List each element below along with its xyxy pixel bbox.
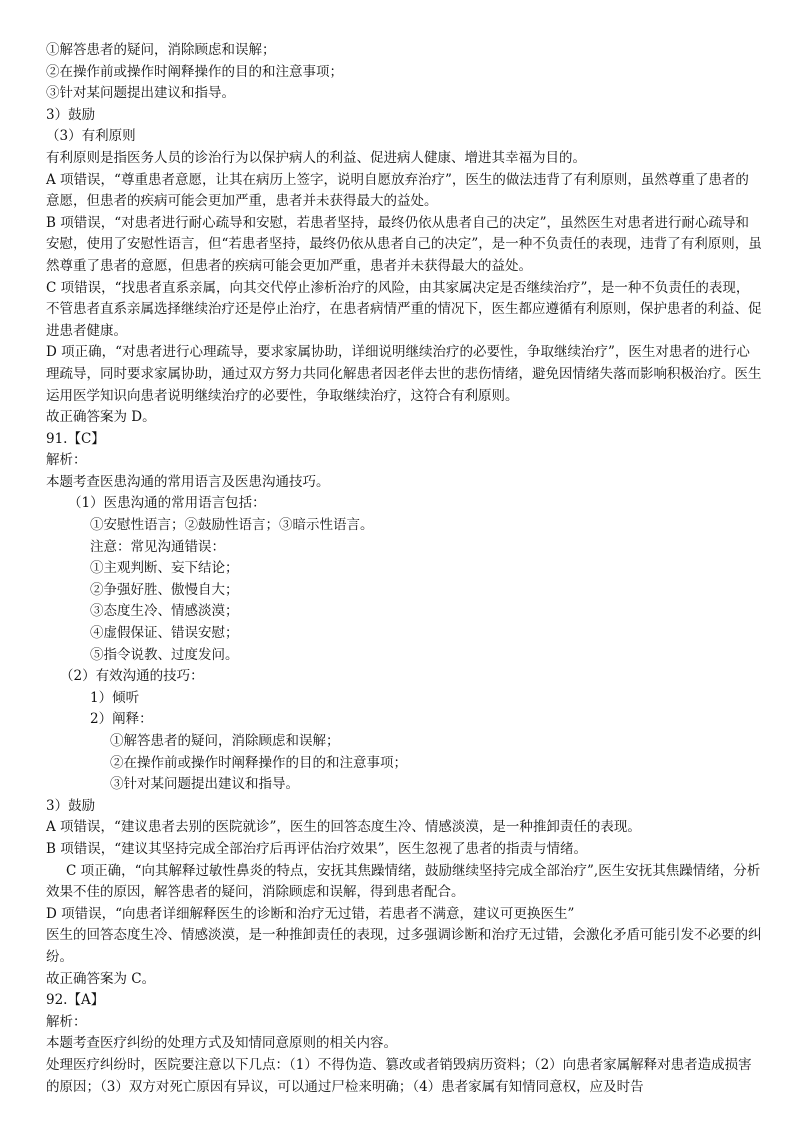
text-line: 注意：常见沟通错误： xyxy=(90,538,225,555)
text-line: ②在操作前或操作时阐释操作的目的和注意事项； xyxy=(46,63,343,80)
list-item: ②在操作前或操作时阐释操作的目的和注意事项； xyxy=(110,754,407,771)
option-b-paragraph: B 项错误，“对患者进行耐心疏导和安慰，若患者坚持，最终仍依从患者自己的决定”，虽然医生对患者进行耐心疏导和安慰，使用了安慰性语言，但“若患者坚持，最终仍依从患者自己的决定”，是一种不负责任的表现，违背了有利原则，虽然尊重了患者的意愿，但患者的疾病可能会更加严重，患者并未获得最大的益处。 xyxy=(46,214,762,274)
option-b-paragraph: B 项错误，“建议其坚持完成全部治疗后再评估治疗效果”，医生忽视了患者的指责与情绪。 xyxy=(46,840,588,857)
list-item: ③针对某问题提出建议和指导。 xyxy=(110,776,299,793)
answer-line: 故正确答案为 C。 xyxy=(46,970,156,987)
sub-heading: （2）有效沟通的技巧： xyxy=(60,668,204,685)
option-c-paragraph: C 项错误，“找患者直系亲属，向其交代停止渗析治疗的风险，由其家属决定是否继续治疗”，是一种不负责任的表现，不管患者直系亲属选择继续治疗还是停止治疗，在患者病情严重的情况下，医生都应遵循有利原则，保护患者的利益、促进患者健康。 xyxy=(46,279,762,339)
paragraph: 本题考查医疗纠纷的处理方式及知情同意原则的相关内容。 xyxy=(46,1035,397,1052)
list-item: ⑤指令说教、过度发问。 xyxy=(90,646,239,663)
option-a-paragraph: A 项错误，“尊重患者意愿，让其在病历上签字，说明自愿放弃治疗”，医生的做法违背了有利原则，虽然尊重了患者的意愿，但患者的疾病可能会更加严重，患者并未获得最大的益处。 xyxy=(46,171,749,210)
list-item: ②争强好胜、傲慢自大； xyxy=(90,581,239,598)
paragraph: 医生的回答态度生冷、情感淡漠，是一种推卸责任的表现，过多强调诊断和治疗无过错，会激化矛盾可能引发不必要的纠纷。 xyxy=(46,927,762,965)
text-line: ①安慰性语言；②鼓励性语言；③暗示性语言。 xyxy=(90,517,374,534)
option-d-paragraph: D 项正确，“对患者进行心理疏导，要求家属协助，详细说明继续治疗的必要性，争取继续治疗”，医生对患者的进行心理疏导，同时要求家属协助，通过双方努力共同化解患者因老伴去世的悲伤情绪，避免因情绪失落而影响积极治疗。医生运用医学知识向患者说明继续治疗的必要性，争取继续治疗，这符合有利原则。 xyxy=(46,344,762,404)
paragraph: 处理医疗纠纷时，医院要注意以下几点：（1）不得伪造、篡改或者销毁病历资料；（2）向患者家属解释对患者造成损害的原因；（3）双方对死亡原因有异议，可以通过尸检来明确；（4）患者家属有知情同意权，应及时告 xyxy=(46,1056,752,1095)
list-item: ①主观判断、妄下结论； xyxy=(90,560,239,577)
option-d-paragraph: D 项错误，“向患者详细解释医生的诊断和治疗无过错，若患者不满意，建议可更换医生” xyxy=(46,905,575,922)
option-a-paragraph: A 项错误，“建议患者去别的医院就诊”，医生的回答态度生冷、情感淡漠，是一种推卸责任的表现。 xyxy=(46,819,641,836)
text-line: 3）鼓励 xyxy=(46,797,96,814)
list-item: ③态度生冷、情感淡漠； xyxy=(90,603,239,620)
sub-heading: （1）医患沟通的常用语言包括： xyxy=(68,495,266,512)
text-line: 3）鼓励 xyxy=(46,106,96,123)
section-heading: （3）有利原则 xyxy=(46,128,136,145)
paragraph: 有利原则是指医务人员的诊治行为以保护病人的利益、促进病人健康、增进其幸福为目的。 xyxy=(46,149,586,166)
text-line: ①解答患者的疑问，消除顾虑和误解； xyxy=(46,42,276,58)
analysis-label: 解析： xyxy=(46,452,87,469)
document-page xyxy=(46,40,762,1098)
paragraph: 本题考查医患沟通的常用语言及医患沟通技巧。 xyxy=(46,473,330,490)
option-c-paragraph: C 项正确，“向其解释过敏性鼻炎的特点，安抚其焦躁情绪，鼓励继续坚持完成全部治疗”,医生安抚其焦躁情绪，分析效果不佳的原因，解答患者的疑问，消除顾虑和误解，得到患者配合。 xyxy=(46,862,761,901)
question-number: 91.【C】 xyxy=(46,430,105,447)
answer-line: 故正确答案为 D。 xyxy=(46,409,156,426)
list-item: 1）倾听 xyxy=(90,689,140,706)
analysis-label: 解析： xyxy=(46,1013,87,1030)
text-line: ③针对某问题提出建议和指导。 xyxy=(46,85,235,102)
list-item: ①解答患者的疑问，消除顾虑和误解； xyxy=(110,733,340,749)
list-item: ④虚假保证、错误安慰； xyxy=(90,625,239,642)
list-item: 2）阐释： xyxy=(90,711,153,728)
question-number: 92.【A】 xyxy=(46,992,105,1009)
